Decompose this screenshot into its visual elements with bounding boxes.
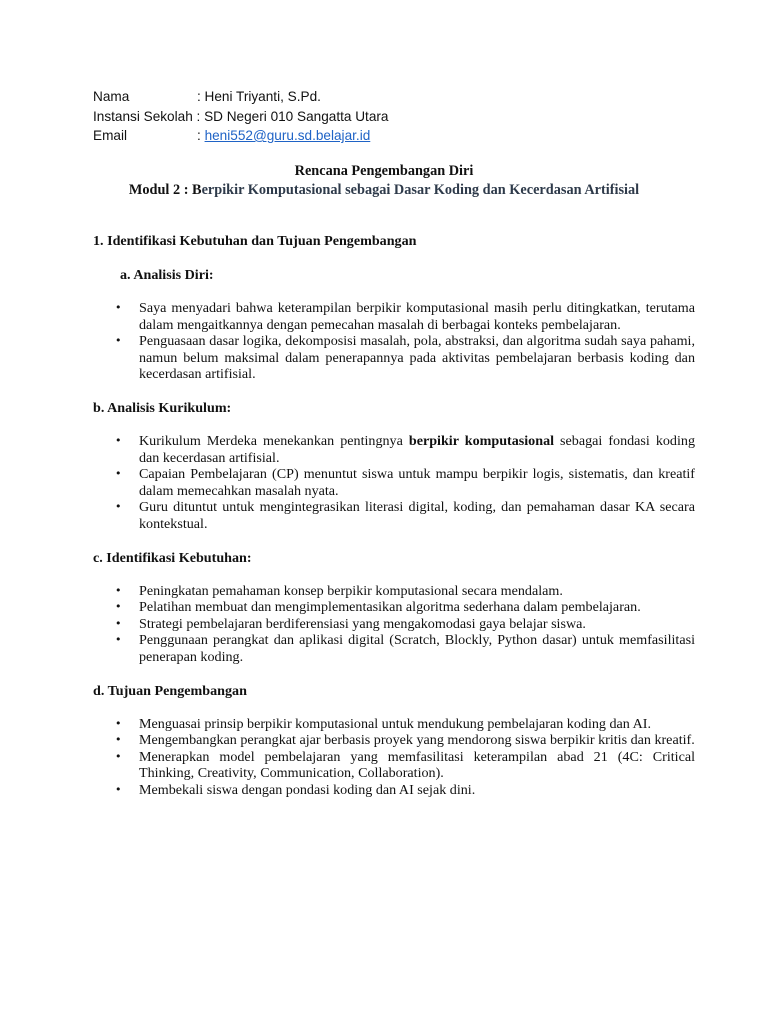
subsection-c-heading: c. Identifikasi Kebutuhan:	[93, 549, 252, 566]
instansi-row	[93, 107, 388, 127]
list-item: • Peningkatan pemahaman konsep berpikir komputasional secara mendalam.	[93, 583, 695, 600]
item-text: sebagai fondasi koding dan kecerdasan artifisial.	[139, 432, 695, 466]
title-line-1: Rencana Pengembangan Diri	[294, 163, 474, 179]
list-item: • Guru dituntut untuk mengintegrasikan literasi digital, koding, dan pemahaman dasar KA secara kontekstual.	[93, 499, 695, 532]
list-item: • Saya menyadari bahwa keterampilan berpikir komputasional masih perlu ditingkatkan, terutama dalam mengaitkannya dengan pemecahan masalah di berbagai konteks pembelajaran.	[93, 300, 695, 333]
section-1-heading: 1. Identifikasi Kebutuhan dan Tujuan Pengembangan	[93, 233, 417, 249]
title-module-name: erpikir Komputasional sebagai Dasar Koding dan Kecerdasan Artifisial	[201, 182, 640, 198]
instansi-label: Instansi Sekolah	[93, 108, 193, 124]
document-title	[0, 162, 768, 199]
nama-label: Nama	[93, 89, 130, 104]
subsection-b-heading: b. Analisis Kurikulum:	[93, 399, 232, 416]
list-item	[93, 433, 695, 466]
list-item: • Penggunaan perangkat dan aplikasi digital (Scratch, Blockly, Python dasar) untuk memfasilitasi penerapan koding.	[93, 632, 695, 665]
list-item: • Mengembangkan perangkat ajar berbasis proyek yang mendorong siswa berpikir kritis dan kreatif.	[93, 732, 695, 749]
instansi-value: : SD Negeri 010 Sangatta Utara	[196, 108, 389, 124]
email-link[interactable]: heni552@guru.sd.belajar.id	[204, 128, 371, 143]
nama-value: : Heni Triyanti, S.Pd.	[197, 89, 321, 104]
email-separator: :	[197, 128, 205, 143]
email-row	[93, 126, 388, 146]
nama-row	[93, 87, 388, 107]
analisis-diri-list	[93, 300, 695, 383]
subsection-a-heading: a. Analisis Diri:	[120, 267, 214, 283]
item-text: Kurikulum Merdeka menekankan pentingnya	[139, 432, 409, 449]
list-item: • Strategi pembelajaran berdiferensiasi yang mengakomodasi gaya belajar siswa.	[93, 616, 695, 633]
list-item: • Menguasai prinsip berpikir komputasional untuk mendukung pembelajaran koding dan AI.	[93, 716, 695, 733]
title-line-2	[0, 181, 768, 199]
analisis-kurikulum-list	[93, 433, 695, 533]
email-label: Email	[93, 128, 127, 143]
identifikasi-kebutuhan-list	[93, 583, 695, 666]
list-item: • Pelatihan membuat dan mengimplementasikan algoritma sederhana dalam pembelajaran.	[93, 599, 695, 616]
list-item: • Capaian Pembelajaran (CP) menuntut siswa untuk mampu berpikir logis, sistematis, dan kreatif dalam memecahkan masalah nyata.	[93, 466, 695, 499]
document-body	[93, 232, 695, 798]
subsection-d-heading: d. Tujuan Pengembangan	[93, 682, 247, 699]
list-item: • Membekali siswa dengan pondasi koding dan AI sejak dini.	[93, 782, 695, 799]
list-item: • Penguasaan dasar logika, dekomposisi masalah, pola, abstraksi, dan algoritma sudah saya pahami, namun belum maksimal dalam penerapannya pada aktivitas pembelajaran berbasis koding dan kecerdasan artifisial.	[93, 333, 695, 383]
list-item: • Menerapkan model pembelajaran yang memfasilitasi keterampilan abad 21 (4C: Critical Thinking, Creativity, Communication, Collaboration).	[93, 749, 695, 782]
identity-block	[93, 87, 388, 146]
title-module-prefix: Modul 2 : B	[128, 182, 202, 198]
tujuan-pengembangan-list	[93, 716, 695, 799]
item-keyword: berpikir komputasional	[408, 432, 555, 449]
